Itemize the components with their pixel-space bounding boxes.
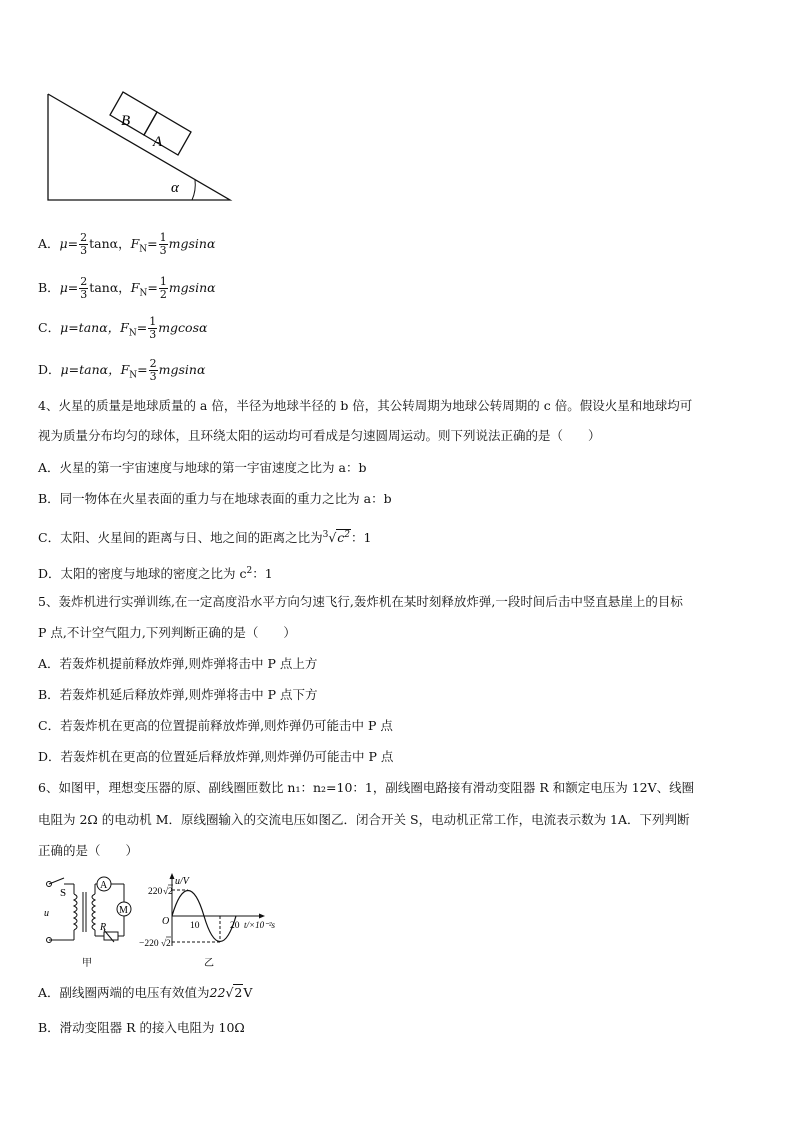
radical-sign: √ xyxy=(225,985,234,1000)
label-angle: α xyxy=(171,180,179,196)
mu-fraction: $\frac{2}{3}$ xyxy=(80,275,88,301)
source-label: u xyxy=(44,908,49,919)
radicand: $c^2$ xyxy=(337,530,351,546)
mu-suffix: tanα， xyxy=(89,236,131,251)
trough-label-coef: −220 xyxy=(139,939,159,949)
q5-option-d: D．若轰炸机在更高的位置延后释放炸弹,则炸弹仍可能击中 P 点 xyxy=(38,749,394,764)
q5-stem-line1: 5、轰炸机进行实弹训练,在一定高度沿水平方向匀速飞行,轰炸机在某时刻释放炸弹,一段时间后击中竖直悬崖上的目标 xyxy=(38,594,683,609)
switch-blade xyxy=(49,878,64,884)
q4-option-c: C．太阳、火星间的距离与日、地之间的距离之比为$^3√c^2$：1 xyxy=(38,530,372,546)
q4-option-a: A．火星的第一宇宙速度与地球的第一宇宙速度之比为 a：b xyxy=(38,460,367,475)
x-axis-arrow xyxy=(259,914,265,919)
incline-triangle xyxy=(48,94,230,200)
ammeter-label: A xyxy=(100,880,108,891)
q5-stem-line2: P 点,不计空气阻力,下列判断正确的是（ ） xyxy=(38,625,296,640)
trough-label-root: 2 xyxy=(166,939,171,949)
fn-fraction: $\frac{1}{3}$ xyxy=(149,315,157,341)
q6-stem-line1: 6、如图甲，理想变压器的原、副线圈匝数比 n₁：n₂=10：1，副线圈电路接有滑动变阻器 R 和额定电压为 12V、线圈 xyxy=(38,780,695,795)
voltage-wave-figure xyxy=(139,872,300,972)
fn-fraction: $\frac{1}{2}$ xyxy=(159,275,167,301)
x-axis-label: t/×10⁻²s xyxy=(244,920,276,930)
option-letter: A． xyxy=(38,236,60,251)
y-axis-arrow xyxy=(170,873,175,879)
q5-option-a: A．若轰炸机提前释放炸弹,则炸弹将击中 P 点上方 xyxy=(38,656,318,671)
y-axis-label: u/V xyxy=(175,876,189,887)
secondary-coil xyxy=(92,894,95,930)
wave-caption: 乙 xyxy=(204,958,214,969)
q4-option-d: D．太阳的密度与地球的密度之比为 $c^2$：1 xyxy=(38,566,273,582)
block-b xyxy=(110,92,157,135)
origin-label: O xyxy=(162,916,170,927)
peak-label-coef: 220 xyxy=(148,887,163,897)
fn-fraction: $\frac{2}{3}$ xyxy=(149,357,157,383)
label-b: B xyxy=(121,113,131,129)
q4-stem-line2: 视为质量分布均匀的球体，且环绕太阳的运动均可看成是匀速圆周运动。则下列说法正确的是（ ） xyxy=(38,428,601,443)
label-a: A xyxy=(153,134,163,150)
option-letter: B． xyxy=(38,280,60,295)
tick-10-label: 10 xyxy=(190,921,200,931)
incline-figure xyxy=(40,88,240,208)
q4-stem-line1: 4、火星的质量是地球质量的 a 倍，半径为地球半径的 b 倍，其公转周期为地球公转周期的 c 倍。假设火星和地球均可 xyxy=(38,398,693,413)
q5-option-b: B．若轰炸机延后释放炸弹,则炸弹将击中 P 点下方 xyxy=(38,687,318,702)
q3-option-b: B．μ= $\frac{2}{3}$ tanα，$F_N=$ $\frac{1}{2}$ mgsinα xyxy=(38,275,216,301)
q5-option-c: C．若轰炸机在更高的位置提前释放炸弹,则炸弹仍可能击中 P 点 xyxy=(38,718,393,733)
motor-label: M xyxy=(119,905,128,916)
q6-option-a: A．副线圈两端的电压有效值为22√2V xyxy=(38,985,253,1000)
mu-label: μ= xyxy=(59,236,79,251)
q3-option-a: A．μ= $\frac{2}{3}$ tanα，$F_N=$ $\frac{1}{3}$ mgsinα xyxy=(38,231,216,257)
q4-option-b: B．同一物体在火星表面的重力与在地球表面的重力之比为 a：b xyxy=(38,491,392,506)
tick-20-label: 20 xyxy=(230,921,240,931)
mu-fraction: $\frac{2}{3}$ xyxy=(80,231,88,257)
resistor-label: R xyxy=(100,922,107,933)
primary-coil xyxy=(74,894,77,930)
q3-option-c: C．μ=tanα，$F_N=$ $\frac{1}{3}$ mgcosα xyxy=(38,315,208,341)
radical-sign: √ xyxy=(328,530,337,546)
trough-label-radical: √ xyxy=(161,939,167,949)
switch-label: S xyxy=(60,887,67,899)
circuit-figure xyxy=(40,872,160,972)
block-a xyxy=(144,112,191,155)
q6-option-b: B．滑动变阻器 R 的接入电阻为 10Ω xyxy=(38,1020,245,1035)
angle-arc xyxy=(192,180,195,200)
q3-option-d: D．μ=tanα，$F_N=$ $\frac{2}{3}$ mgsinα xyxy=(38,357,206,383)
q6-stem-line3: 正确的是（ ） xyxy=(38,843,139,858)
q6-stem-line2: 电阻为 2Ω 的电动机 M．原线圈输入的交流电压如图乙．闭合开关 S，电动机正常工作，电流表示数为 1A．下列判断 xyxy=(38,812,690,827)
circuit-caption: 甲 xyxy=(82,958,92,969)
root-index: 3 xyxy=(322,530,329,540)
peak-label-radical: √ xyxy=(163,887,169,897)
peak-label-root: 2 xyxy=(168,887,173,897)
fn-fraction: $\frac{1}{3}$ xyxy=(159,231,167,257)
